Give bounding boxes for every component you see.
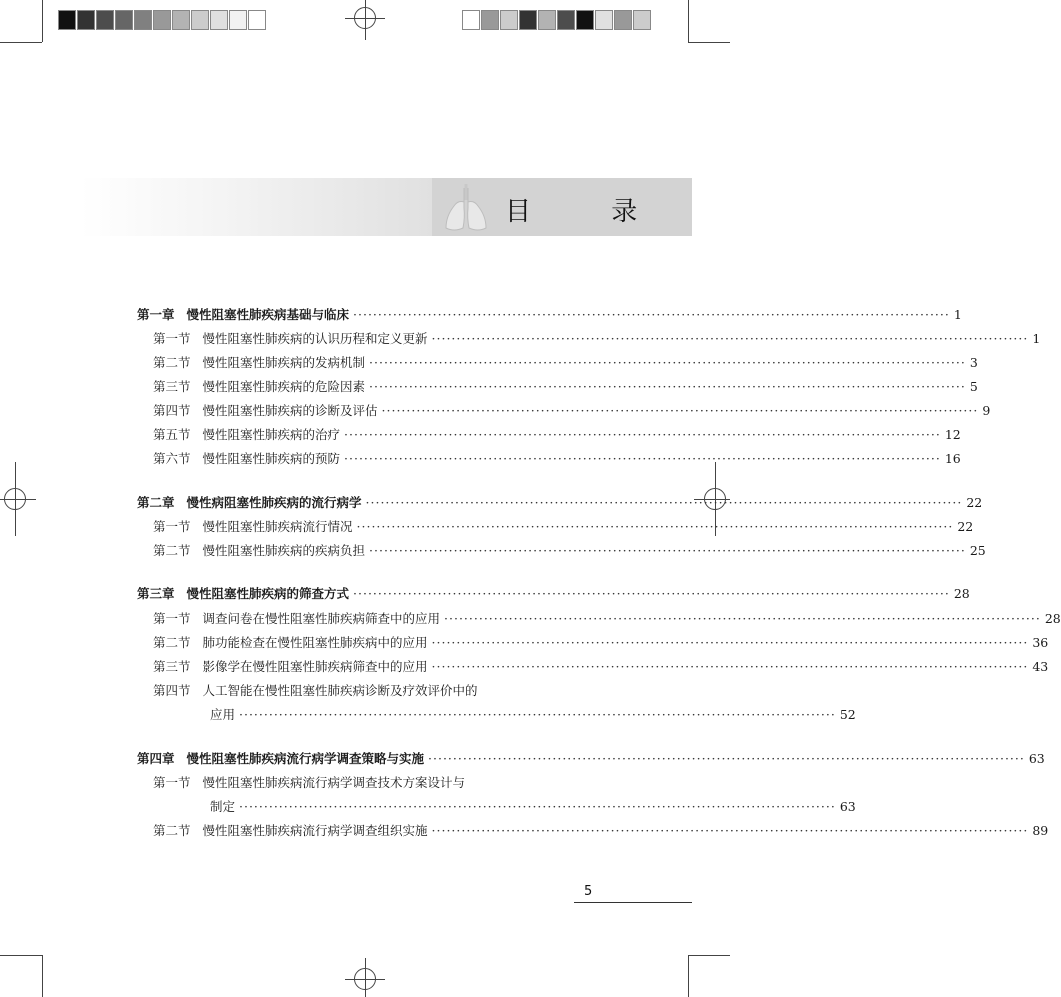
toc-label: 第三节 — [153, 379, 191, 394]
toc-leader-dots: ························································································································ — [428, 751, 1025, 766]
toc-label: 第一节 — [153, 775, 191, 790]
toc-section-row[interactable] — [153, 451, 961, 467]
toc-leader-dots: ························································································································ — [365, 495, 963, 510]
registration-line — [365, 958, 366, 997]
toc-title: 慢性阻塞性肺疾病的筛查方式 — [186, 586, 350, 601]
toc-section-row[interactable] — [153, 403, 991, 419]
toc-page-number: 9 — [982, 403, 991, 418]
toc-label: 第三节 — [153, 659, 191, 674]
toc-label: 第四节 — [153, 683, 191, 698]
toc-chapter-row[interactable] — [137, 751, 1045, 767]
toc-page-number: 89 — [1032, 823, 1049, 838]
registration-line — [345, 979, 385, 980]
toc-label: 第二节 — [153, 823, 191, 838]
toc-label: 第一节 — [153, 331, 191, 346]
crop-mark — [688, 42, 730, 43]
toc-leader-dots: ························································································································ — [369, 379, 966, 394]
toc-chapter-row[interactable] — [137, 307, 962, 323]
crop-mark — [688, 955, 689, 997]
crop-mark — [688, 0, 689, 42]
toc-title: 慢性病阻塞性肺疾病的流行病学 — [186, 495, 362, 510]
toc-page-number: 43 — [1032, 659, 1049, 674]
toc-page-number: 25 — [969, 543, 986, 558]
toc-section-row[interactable] — [153, 427, 961, 443]
toc-label: 第五节 — [153, 427, 191, 442]
toc-title: 慢性阻塞性肺疾病的危险因素 — [202, 379, 366, 394]
crop-mark — [0, 42, 42, 43]
toc-section-row[interactable] — [153, 519, 974, 535]
toc-leader-dots: ························································································································ — [444, 611, 1041, 626]
toc-section-row[interactable] — [153, 659, 1049, 675]
toc-section-row[interactable] — [153, 635, 1049, 651]
toc-section-row[interactable] — [210, 799, 856, 815]
toc-title: 慢性阻塞性肺疾病流行情况 — [202, 519, 353, 534]
page-number: 5 — [584, 884, 593, 899]
toc-label: 第二节 — [153, 543, 191, 558]
toc-section-row[interactable] — [153, 543, 986, 559]
toc-page-number: 22 — [966, 495, 983, 510]
toc-section-row[interactable] — [210, 707, 856, 723]
toc-leader-dots: ························································································································ — [353, 307, 950, 322]
toc-label: 第六节 — [153, 451, 191, 466]
toc-title: 慢性阻塞性肺疾病的认识历程和定义更新 — [202, 331, 428, 346]
toc-page-number: 28 — [1044, 611, 1061, 626]
toc-chapter-row[interactable] — [137, 495, 983, 511]
toc-title: 慢性阻塞性肺疾病的诊断及评估 — [202, 403, 378, 418]
toc-page-number: 63 — [1028, 751, 1045, 766]
toc-page-number: 1 — [953, 307, 962, 322]
toc-page-number: 12 — [944, 427, 961, 442]
toc-title: 慢性阻塞性肺疾病流行病学调查技术方案设计与 — [202, 775, 466, 790]
toc-title: 慢性阻塞性肺疾病流行病学调查组织实施 — [202, 823, 428, 838]
toc-leader-dots: ························································································································ — [431, 331, 1029, 346]
toc-title: 制定 — [210, 799, 236, 814]
toc-title: 调查问卷在慢性阻塞性肺疾病筛查中的应用 — [202, 611, 441, 626]
toc-page-number: 22 — [957, 519, 974, 534]
toc-leader-dots: ························································································································ — [356, 519, 954, 534]
toc-label: 第一节 — [153, 519, 191, 534]
toc-leader-dots: ························································································································ — [369, 355, 966, 370]
toc-section-row[interactable] — [153, 823, 1049, 839]
toc-section-row[interactable] — [153, 379, 978, 395]
color-bar-left — [58, 10, 267, 30]
toc-leader-dots: ························································································································ — [239, 707, 836, 722]
crop-mark — [42, 0, 43, 42]
toc-title: 慢性阻塞性肺疾病流行病学调查策略与实施 — [186, 751, 425, 766]
toc-leader-dots: ························································································································ — [344, 451, 941, 466]
toc-label: 第二节 — [153, 635, 191, 650]
toc-title: 应用 — [210, 707, 236, 722]
toc-leader-dots: ························································································································ — [431, 823, 1029, 838]
toc-page-number: 52 — [839, 707, 856, 722]
toc-leader-dots: ························································································································ — [239, 799, 836, 814]
toc-label: 第二章 — [137, 495, 175, 510]
toc-page-number: 36 — [1032, 635, 1049, 650]
toc-title: 影像学在慢性阻塞性肺疾病筛查中的应用 — [202, 659, 428, 674]
toc-title: 人工智能在慢性阻塞性肺疾病诊断及疗效评价中的 — [202, 683, 478, 698]
toc-label: 第二节 — [153, 355, 191, 370]
toc-page-number: 1 — [1032, 331, 1041, 346]
toc-section-row[interactable] — [153, 611, 1061, 627]
toc-title: 慢性阻塞性肺疾病的预防 — [202, 451, 341, 466]
crop-mark — [688, 955, 730, 956]
crop-mark — [42, 955, 43, 997]
toc-title: 慢性阻塞性肺疾病基础与临床 — [186, 307, 350, 322]
toc-page-number: 5 — [969, 379, 978, 394]
toc-leader-dots: ························································································································ — [431, 635, 1029, 650]
toc-title: 肺功能检查在慢性阻塞性肺疾病中的应用 — [202, 635, 428, 650]
toc-page-number: 28 — [953, 586, 970, 601]
toc-label: 第一节 — [153, 611, 191, 626]
toc-section-row[interactable] — [153, 331, 1041, 347]
toc-leader-dots: ························································································································ — [369, 543, 966, 558]
toc-section-row[interactable] — [153, 355, 978, 371]
toc-page-number: 63 — [839, 799, 856, 814]
registration-line — [345, 18, 385, 19]
toc-title: 慢性阻塞性肺疾病的疾病负担 — [202, 543, 366, 558]
registration-line — [365, 0, 366, 40]
toc-leader-dots: ························································································································ — [344, 427, 941, 442]
toc-label: 第四节 — [153, 403, 191, 418]
page-title: 目 录 — [505, 197, 674, 227]
registration-line — [0, 499, 36, 500]
footer-rule — [574, 902, 692, 903]
toc-label: 第三章 — [137, 586, 175, 601]
toc-label: 第四章 — [137, 751, 175, 766]
toc-section-row[interactable] — [153, 775, 604, 791]
toc-title: 慢性阻塞性肺疾病的治疗 — [202, 427, 341, 442]
toc-title: 慢性阻塞性肺疾病的发病机制 — [202, 355, 366, 370]
toc-page-number: 3 — [969, 355, 978, 370]
toc-section-row[interactable] — [153, 683, 604, 699]
toc-leader-dots: ························································································································ — [431, 659, 1029, 674]
toc-leader-dots: ························································································································ — [381, 403, 979, 418]
crop-mark — [0, 955, 42, 956]
toc-leader-dots: ························································································································ — [353, 586, 950, 601]
toc-page-number: 16 — [944, 451, 961, 466]
toc-label: 第一章 — [137, 307, 175, 322]
lung-icon — [436, 182, 496, 234]
color-bar-right — [462, 10, 652, 30]
toc-chapter-row[interactable] — [137, 586, 970, 602]
